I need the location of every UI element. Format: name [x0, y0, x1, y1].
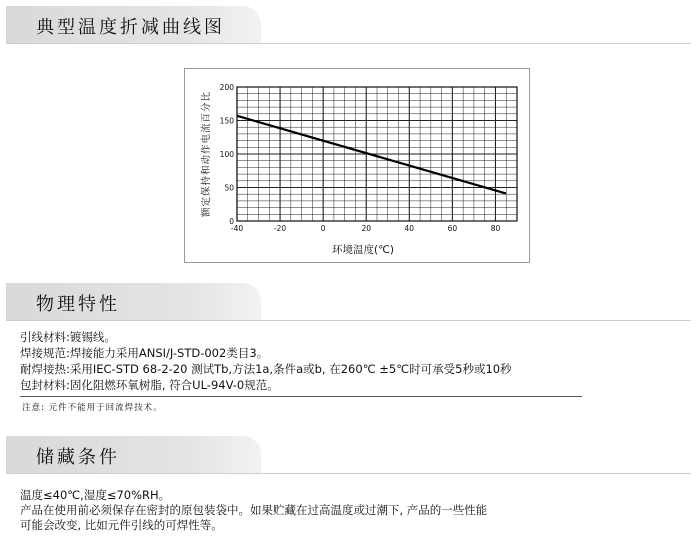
chart-ticks	[220, 83, 501, 233]
section-tab	[6, 436, 261, 474]
divider	[6, 43, 691, 44]
chart-grid	[237, 87, 517, 221]
y-tick-label: 200	[219, 83, 234, 92]
section-tab	[6, 6, 261, 44]
x-tick-label: 80	[490, 224, 501, 233]
section-tab	[6, 283, 261, 321]
y-tick-label: 150	[219, 116, 234, 126]
divider	[6, 320, 691, 321]
y-tick-label: 50	[224, 183, 234, 193]
x-tick-label: 60	[447, 224, 458, 233]
divider	[6, 473, 691, 474]
storage-line-3: 可能会改变, 比如元件引线的可焊性等。	[20, 518, 223, 532]
y-axis-label: 额定保持和动作电流百分比	[201, 90, 212, 218]
storage-line-1: 温度≤40℃,湿度≤70%RH。	[20, 488, 171, 502]
x-tick-label: 20	[361, 224, 372, 233]
series-line	[237, 116, 506, 194]
physical-line-4: 包封材料:固化阻燃环氧树脂, 符合UL-94V-0规范。	[20, 378, 279, 392]
section-header-physical	[0, 283, 699, 321]
note-text: 注意: 元件不能用于回流焊技术。	[22, 403, 163, 413]
x-tick-label: -20	[273, 224, 287, 233]
note-divider	[20, 396, 582, 397]
physical-line-2: 焊接规范:焊接能力采用ANSI/J-STD-002类目3。	[20, 346, 269, 360]
section-title: 物理特性	[36, 294, 120, 315]
derating-chart	[184, 68, 530, 263]
x-tick-label: -40	[230, 224, 244, 233]
physical-line-1: 引线材料:镀锡线。	[20, 330, 116, 344]
x-tick-label: 0	[320, 224, 326, 233]
y-tick-label: 0	[229, 217, 234, 226]
physical-line-3: 耐焊接热:采用IEC-STD 68-2-20 测试Tb,方法1a,条件a或b, 在260℃ ±5℃时可承受5秒或10秒	[20, 362, 512, 376]
y-tick-label: 100	[219, 150, 234, 159]
chart-series	[237, 116, 506, 194]
section-header-curve	[0, 6, 699, 44]
section-title: 储藏条件	[36, 447, 120, 468]
section-header-storage	[0, 436, 699, 474]
storage-line-2: 产品在使用前必须保存在密封的原包装袋中。如果贮藏在过高温度或过潮下, 产品的一些性能	[20, 503, 488, 517]
section-title: 典型温度折减曲线图	[36, 17, 225, 38]
x-tick-label: 40	[404, 224, 415, 233]
x-axis-label: 环境温度(℃)	[332, 244, 394, 256]
derating-chart-svg	[185, 69, 529, 262]
